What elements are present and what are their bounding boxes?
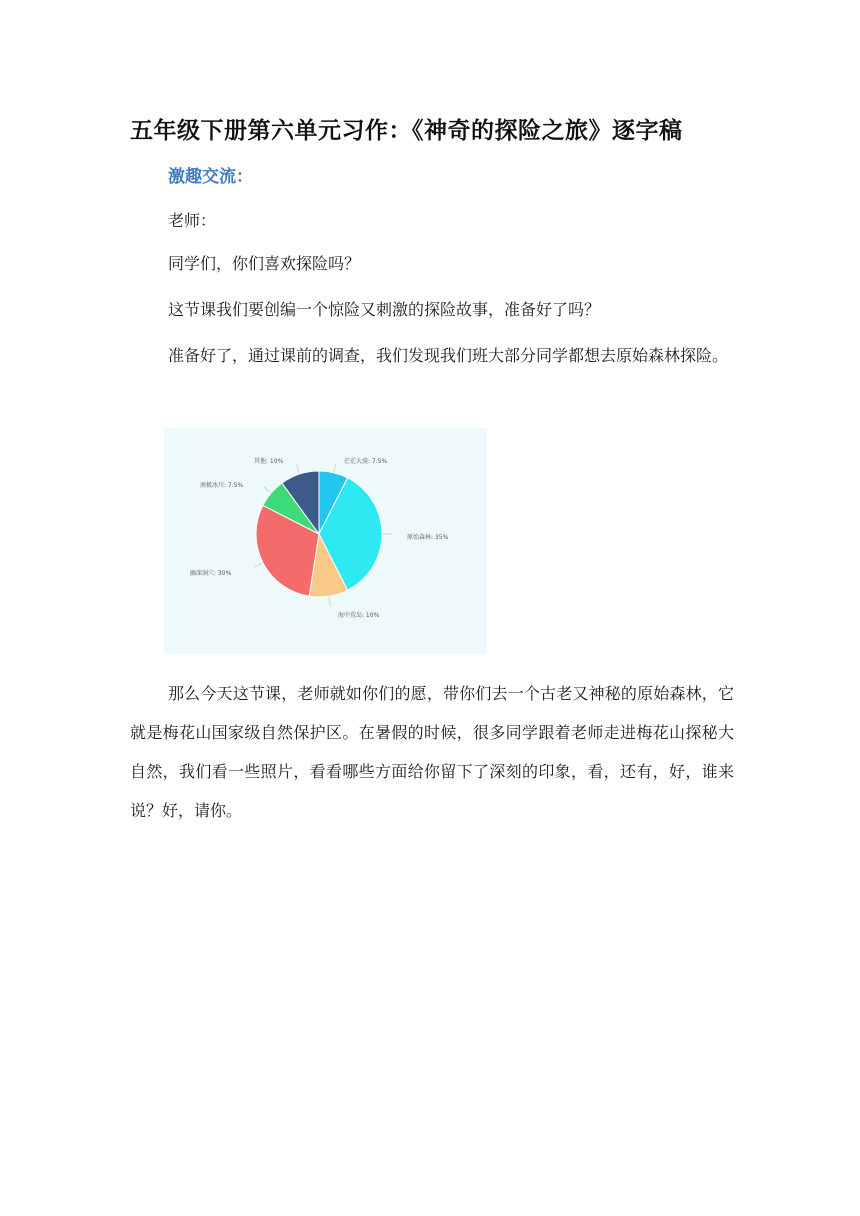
pie-chart (164, 428, 487, 654)
leader-line (254, 563, 263, 568)
section-heading: 激趣交流： (168, 167, 253, 187)
slice-label: 茫茫大漠: 7.5% (344, 458, 388, 465)
document-title: 五年级下册第六单元习作：《神奇的探险之旅》逐字稿 (130, 118, 683, 144)
slice-label: 海中荒岛: 10% (338, 612, 380, 619)
slice-label: 南极冰川: 7.5% (200, 482, 244, 489)
pie-chart-svg (164, 428, 487, 654)
leader-line (334, 463, 336, 473)
leader-line (263, 487, 271, 493)
paragraph-intro: 这节课我们要创编一个惊险又刺激的探险故事，准备好了吗？ (168, 300, 601, 319)
slice-label: 原始森林: 35% (407, 534, 449, 541)
leader-line (296, 465, 299, 475)
leader-line (329, 596, 331, 606)
paragraph-greeting: 同学们，你们喜欢探险吗？ (168, 254, 361, 273)
paragraph-speaker: 老师： (168, 211, 217, 230)
slice-label: 其他: 10% (254, 458, 284, 465)
paragraph-survey: 准备好了，通过课前的调查，我们发现我们班大部分同学都想去原始森林探险。 (168, 346, 729, 365)
slice-label: 幽深洞穴: 30% (190, 570, 232, 577)
paragraph-forest: 那么今天这节课，老师就如你们的愿，带你们去一个古老又神秘的原始森林，它就是梅花山国家级自然保护区。在暑假的时候，很多同学跟着老师走进梅花山探秘大自然，我们看一些照片，看看哪些方面给你留下了深刻的印象，看，还有，好，谁来说？好，请你。 (130, 684, 734, 820)
